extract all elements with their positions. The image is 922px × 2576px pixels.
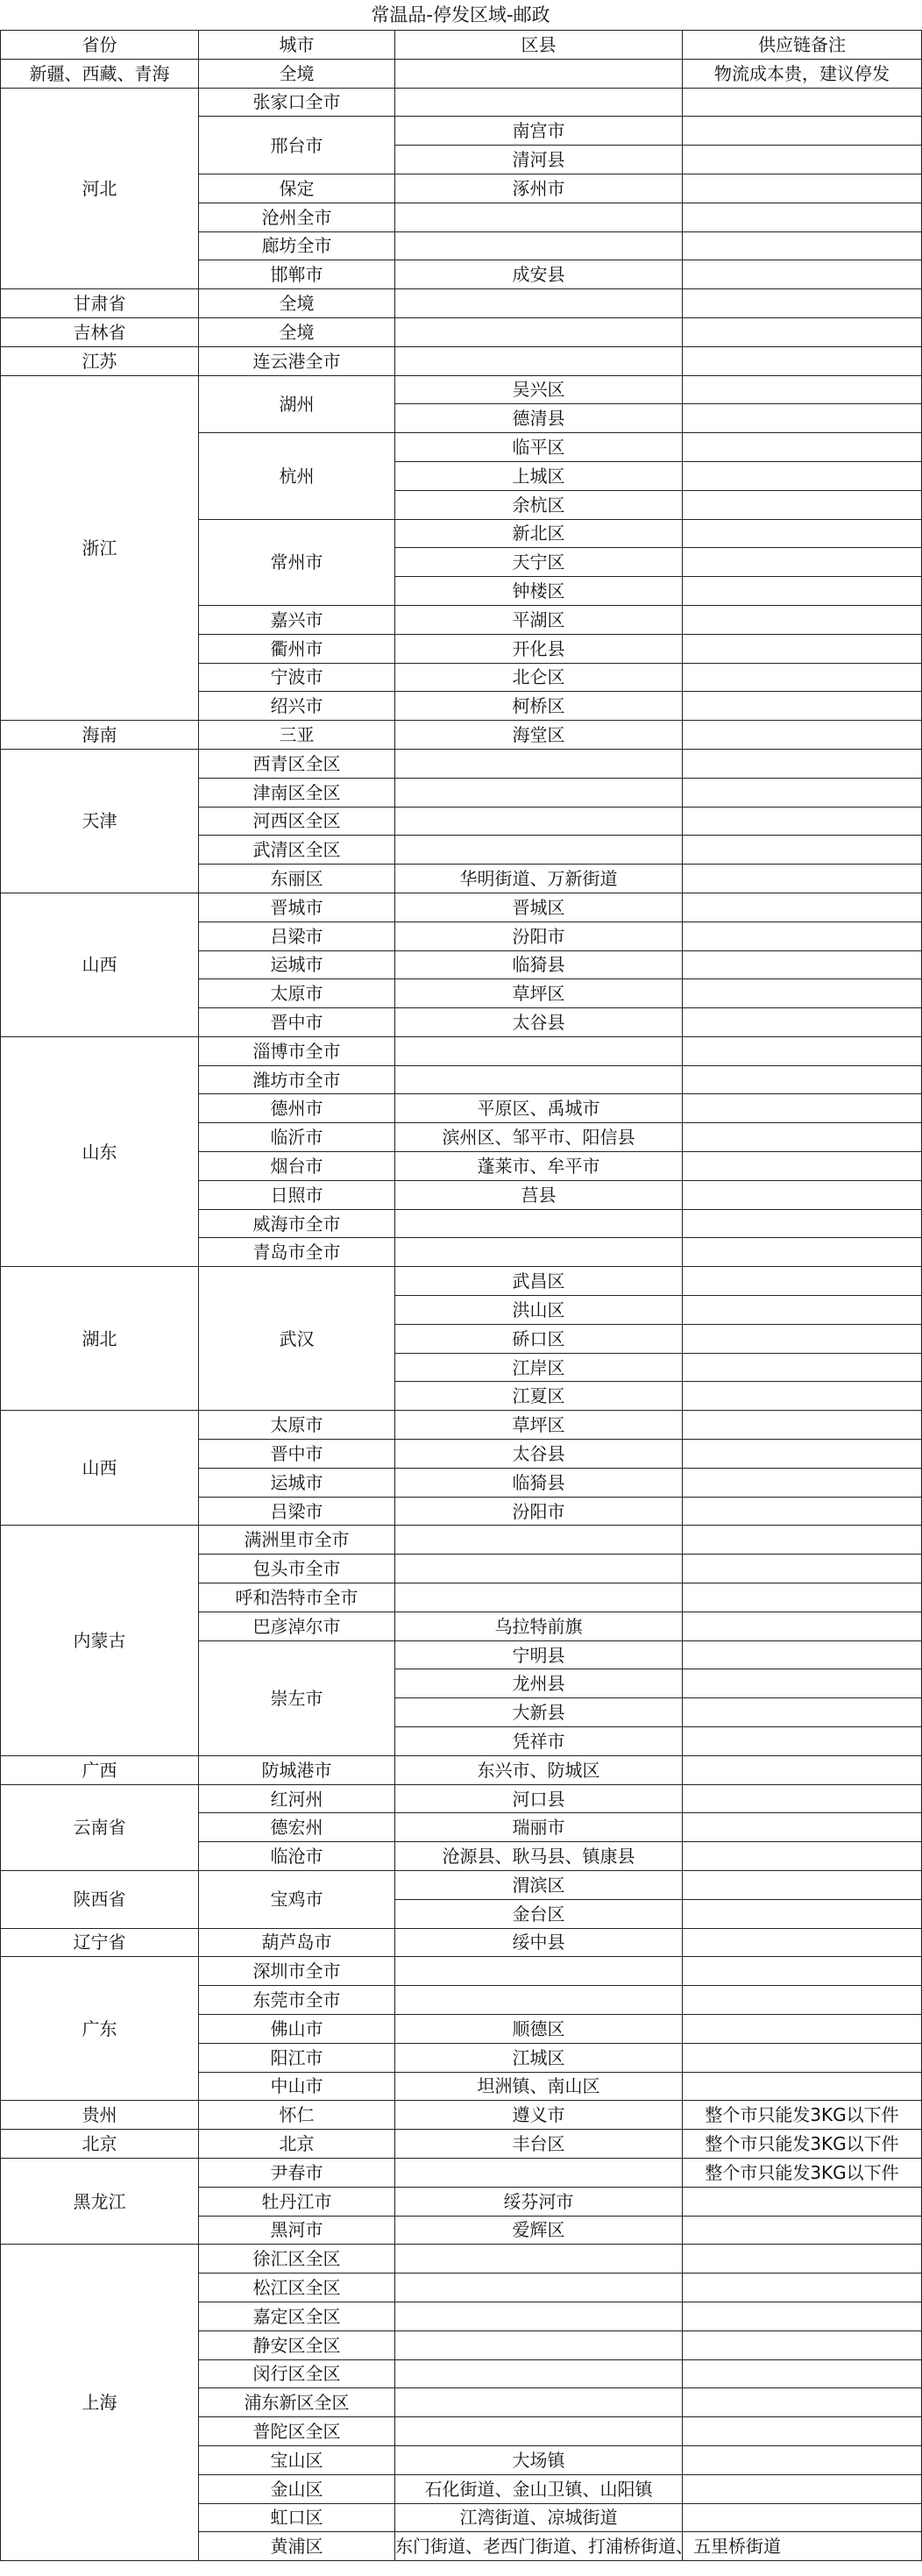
header-note: 供应链备注 xyxy=(683,31,922,60)
table-row xyxy=(1,2245,922,2274)
district-cell: 莒县 xyxy=(395,1180,683,1209)
note-cell xyxy=(683,1440,922,1469)
note-cell xyxy=(683,1123,922,1152)
district-cell: 绥中县 xyxy=(395,1928,683,1957)
note-cell xyxy=(683,1296,922,1325)
district-cell xyxy=(395,203,683,231)
district-cell: 开化县 xyxy=(395,634,683,663)
city-cell: 烟台市 xyxy=(199,1152,395,1181)
city-cell: 牡丹江市 xyxy=(199,2187,395,2216)
city-cell: 东莞市全市 xyxy=(199,1986,395,2015)
note-cell xyxy=(683,375,922,404)
province-cell: 新疆、西藏、青海 xyxy=(1,59,199,88)
district-cell: 爱辉区 xyxy=(395,2216,683,2245)
note-cell xyxy=(683,260,922,289)
city-cell: 嘉兴市 xyxy=(199,605,395,634)
district-cell: 石化街道、金山卫镇、山阳镇 xyxy=(395,2474,683,2503)
district-cell: 平原区、禹城市 xyxy=(395,1094,683,1123)
district-cell: 草坪区 xyxy=(395,979,683,1008)
city-cell: 徐汇区全区 xyxy=(199,2245,395,2274)
district-cell: 大新县 xyxy=(395,1698,683,1727)
district-cell: 汾阳市 xyxy=(395,1497,683,1526)
city-cell: 运城市 xyxy=(199,950,395,979)
district-cell xyxy=(395,836,683,865)
district-cell xyxy=(395,317,683,346)
note-cell xyxy=(683,634,922,663)
province-cell: 湖北 xyxy=(1,1267,199,1411)
city-cell: 潍坊市全市 xyxy=(199,1065,395,1094)
district-cell: 江岸区 xyxy=(395,1353,683,1382)
district-cell: 凭祥市 xyxy=(395,1727,683,1756)
city-cell: 德州市 xyxy=(199,1094,395,1123)
table-row xyxy=(1,1755,922,1784)
district-cell xyxy=(395,2330,683,2359)
note-cell xyxy=(683,461,922,490)
province-cell: 陕西省 xyxy=(1,1871,199,1929)
district-cell: 余杭区 xyxy=(395,490,683,519)
note-cell xyxy=(683,721,922,750)
note-cell xyxy=(683,1899,922,1928)
note-cell xyxy=(683,2474,922,2503)
province-cell: 浙江 xyxy=(1,375,199,721)
province-cell: 内蒙古 xyxy=(1,1526,199,1755)
city-cell: 北京 xyxy=(199,2130,395,2159)
district-cell: 丰台区 xyxy=(395,2130,683,2159)
city-cell: 衢州市 xyxy=(199,634,395,663)
district-cell: 金台区 xyxy=(395,1899,683,1928)
district-cell xyxy=(395,2302,683,2330)
table-row xyxy=(1,1411,922,1440)
district-cell xyxy=(395,2417,683,2446)
city-cell: 西青区全区 xyxy=(199,749,395,778)
city-cell: 连云港全市 xyxy=(199,346,395,375)
note-cell xyxy=(683,1209,922,1238)
province-cell: 吉林省 xyxy=(1,317,199,346)
district-cell: 海堂区 xyxy=(395,721,683,750)
district-cell xyxy=(395,59,683,88)
city-cell: 沧州全市 xyxy=(199,203,395,231)
province-cell: 北京 xyxy=(1,2130,199,2159)
district-cell xyxy=(395,1986,683,2015)
city-cell: 绍兴市 xyxy=(199,692,395,721)
city-cell: 运城市 xyxy=(199,1468,395,1497)
note-cell xyxy=(683,346,922,375)
district-cell: 江湾街道、凉城街道 xyxy=(395,2503,683,2532)
city-cell: 德宏州 xyxy=(199,1813,395,1842)
city-cell: 葫芦岛市 xyxy=(199,1928,395,1957)
district-cell: 晋城区 xyxy=(395,893,683,922)
table-row xyxy=(1,1526,922,1555)
note-cell xyxy=(683,117,922,146)
city-cell: 静安区全区 xyxy=(199,2330,395,2359)
district-cell: 乌拉特前旗 xyxy=(395,1612,683,1640)
note-cell xyxy=(683,1957,922,1986)
table-row xyxy=(1,289,922,318)
header-city: 城市 xyxy=(199,31,395,60)
district-cell xyxy=(395,1583,683,1612)
note-cell xyxy=(683,1784,922,1813)
city-cell: 松江区全区 xyxy=(199,2274,395,2302)
city-cell: 武汉 xyxy=(199,1267,395,1411)
note-cell xyxy=(683,1583,922,1612)
district-cell: 洪山区 xyxy=(395,1296,683,1325)
district-cell: 涿州市 xyxy=(395,174,683,203)
note-cell xyxy=(683,1669,922,1698)
city-cell: 吕梁市 xyxy=(199,1497,395,1526)
note-cell xyxy=(683,1555,922,1583)
note-cell xyxy=(683,865,922,893)
note-cell xyxy=(683,1411,922,1440)
district-cell: 东兴市、防城区 xyxy=(395,1755,683,1784)
city-cell: 阳江市 xyxy=(199,2043,395,2072)
city-cell: 宝山区 xyxy=(199,2445,395,2474)
district-cell: 渭滨区 xyxy=(395,1871,683,1900)
province-cell: 河北 xyxy=(1,88,199,289)
district-cell: 龙州县 xyxy=(395,1669,683,1698)
note-cell xyxy=(683,174,922,203)
table-row xyxy=(1,375,922,404)
note-cell xyxy=(683,1468,922,1497)
city-cell: 津南区全区 xyxy=(199,778,395,807)
city-cell: 黑河市 xyxy=(199,2216,395,2245)
province-cell: 广西 xyxy=(1,1755,199,1784)
city-cell: 崇左市 xyxy=(199,1640,395,1755)
city-cell: 呼和浩特市全市 xyxy=(199,1583,395,1612)
province-cell: 甘肃省 xyxy=(1,289,199,318)
district-cell: 草坪区 xyxy=(395,1411,683,1440)
note-cell xyxy=(683,1813,922,1842)
note-cell xyxy=(683,1008,922,1037)
district-cell: 坦洲镇、南山区 xyxy=(395,2072,683,2101)
district-cell: 太谷县 xyxy=(395,1440,683,1469)
note-cell xyxy=(683,1353,922,1382)
city-cell: 湖州 xyxy=(199,375,395,433)
note-cell xyxy=(683,1497,922,1526)
district-cell: 上城区 xyxy=(395,461,683,490)
note-cell xyxy=(683,605,922,634)
district-cell: 临猗县 xyxy=(395,950,683,979)
city-cell: 东丽区 xyxy=(199,865,395,893)
note-cell xyxy=(683,2187,922,2216)
district-cell xyxy=(395,1957,683,1986)
note-cell xyxy=(683,203,922,231)
note-cell xyxy=(683,749,922,778)
city-cell: 中山市 xyxy=(199,2072,395,2101)
city-cell: 宝鸡市 xyxy=(199,1871,395,1929)
city-cell: 尹春市 xyxy=(199,2158,395,2187)
district-cell xyxy=(395,807,683,836)
district-cell: 汾阳市 xyxy=(395,922,683,950)
note-cell xyxy=(683,2359,922,2388)
city-cell: 日照市 xyxy=(199,1180,395,1209)
note-cell xyxy=(683,1986,922,2015)
district-cell xyxy=(395,778,683,807)
district-cell xyxy=(395,2388,683,2417)
note-cell xyxy=(683,490,922,519)
note-cell xyxy=(683,2072,922,2101)
note-cell xyxy=(683,1238,922,1267)
note-cell xyxy=(683,1755,922,1784)
note-cell xyxy=(683,1152,922,1181)
province-cell: 贵州 xyxy=(1,2101,199,2130)
note-cell xyxy=(683,519,922,548)
note-cell xyxy=(683,2043,922,2072)
note-cell xyxy=(683,1640,922,1669)
table-row xyxy=(1,893,922,922)
note-cell xyxy=(683,548,922,577)
province-cell: 天津 xyxy=(1,749,199,893)
district-cell: 成安县 xyxy=(395,260,683,289)
district-cell xyxy=(395,2158,683,2187)
district-cell xyxy=(395,1555,683,1583)
city-cell: 邢台市 xyxy=(199,117,395,174)
table-row xyxy=(1,2101,922,2130)
city-cell: 张家口全市 xyxy=(199,88,395,117)
city-cell: 威海市全市 xyxy=(199,1209,395,1238)
note-cell xyxy=(683,1382,922,1411)
city-cell: 吕梁市 xyxy=(199,922,395,950)
note-cell: 物流成本贵，建议停发 xyxy=(683,59,922,88)
district-cell: 沧源县、耿马县、镇康县 xyxy=(395,1842,683,1871)
header-province: 省份 xyxy=(1,31,199,60)
province-cell: 黑龙江 xyxy=(1,2158,199,2244)
district-cell: 德清县 xyxy=(395,404,683,433)
note-cell xyxy=(683,2330,922,2359)
district-cell: 天宁区 xyxy=(395,548,683,577)
district-cell: 北仑区 xyxy=(395,663,683,692)
city-cell: 临沂市 xyxy=(199,1123,395,1152)
district-cell: 太谷县 xyxy=(395,1008,683,1037)
table-row xyxy=(1,346,922,375)
note-cell xyxy=(683,922,922,950)
note-cell: 整个市只能发3KG以下件 xyxy=(683,2101,922,2130)
note-cell xyxy=(683,1612,922,1640)
note-cell xyxy=(683,1871,922,1900)
district-cell: 顺德区 xyxy=(395,2014,683,2043)
note-cell xyxy=(683,778,922,807)
city-cell: 河西区全区 xyxy=(199,807,395,836)
city-cell: 满洲里市全市 xyxy=(199,1526,395,1555)
district-cell xyxy=(395,1209,683,1238)
table-row xyxy=(1,2130,922,2159)
note-cell xyxy=(683,807,922,836)
note-cell xyxy=(683,2014,922,2043)
province-cell: 江苏 xyxy=(1,346,199,375)
city-cell: 太原市 xyxy=(199,979,395,1008)
district-cell xyxy=(395,2274,683,2302)
province-cell: 广东 xyxy=(1,1957,199,2101)
note-cell xyxy=(683,836,922,865)
city-cell: 邯郸市 xyxy=(199,260,395,289)
note-cell xyxy=(683,2245,922,2274)
sheet-title: 常温品-停发区域-邮政 xyxy=(371,4,550,25)
table-row xyxy=(1,88,922,117)
district-cell xyxy=(395,88,683,117)
city-cell: 晋城市 xyxy=(199,893,395,922)
city-cell: 巴彦淖尔市 xyxy=(199,1612,395,1640)
note-cell xyxy=(683,1065,922,1094)
district-cell: 河口县 xyxy=(395,1784,683,1813)
note-cell xyxy=(683,893,922,922)
city-cell: 包头市全市 xyxy=(199,1555,395,1583)
district-cell xyxy=(395,1238,683,1267)
note-cell xyxy=(683,231,922,260)
province-cell: 山西 xyxy=(1,1411,199,1526)
province-cell: 上海 xyxy=(1,2245,199,2561)
note-cell xyxy=(683,1180,922,1209)
note-cell xyxy=(683,88,922,117)
note-cell xyxy=(683,2503,922,2532)
note-cell xyxy=(683,1727,922,1756)
city-cell: 三亚 xyxy=(199,721,395,750)
table-row xyxy=(1,59,922,88)
district-cell: 华明街道、万新街道 xyxy=(395,865,683,893)
city-cell: 金山区 xyxy=(199,2474,395,2503)
note-cell xyxy=(683,2388,922,2417)
city-cell: 全境 xyxy=(199,59,395,88)
header-district: 区县 xyxy=(395,31,683,60)
table-row xyxy=(1,1036,922,1065)
district-cell: 吴兴区 xyxy=(395,375,683,404)
city-cell: 太原市 xyxy=(199,1411,395,1440)
district-cell: 江夏区 xyxy=(395,1382,683,1411)
province-cell: 海南 xyxy=(1,721,199,750)
city-cell: 淄博市全市 xyxy=(199,1036,395,1065)
province-cell: 山东 xyxy=(1,1036,199,1266)
note-cell xyxy=(683,1526,922,1555)
city-cell: 晋中市 xyxy=(199,1008,395,1037)
district-cell: 柯桥区 xyxy=(395,692,683,721)
district-cell: 清河县 xyxy=(395,146,683,174)
district-cell xyxy=(395,346,683,375)
district-cell: 武昌区 xyxy=(395,1267,683,1296)
table-row xyxy=(1,721,922,750)
note-cell xyxy=(683,2302,922,2330)
note-cell xyxy=(683,2445,922,2474)
table-row xyxy=(1,1267,922,1296)
district-cell: 滨州区、邹平市、阳信县 xyxy=(395,1123,683,1152)
district-cell: 绥芬河市 xyxy=(395,2187,683,2216)
city-cell: 深圳市全市 xyxy=(199,1957,395,1986)
table-row xyxy=(1,1784,922,1813)
district-cell: 临平区 xyxy=(395,433,683,462)
city-cell: 全境 xyxy=(199,289,395,318)
note-cell xyxy=(683,1698,922,1727)
table-row xyxy=(1,749,922,778)
city-cell: 闵行区全区 xyxy=(199,2359,395,2388)
district-cell: 南宫市 xyxy=(395,117,683,146)
city-cell: 保定 xyxy=(199,174,395,203)
province-cell: 云南省 xyxy=(1,1784,199,1870)
note-cell xyxy=(683,317,922,346)
district-cell: 宁明县 xyxy=(395,1640,683,1669)
note-cell: 整个市只能发3KG以下件 xyxy=(683,2130,922,2159)
city-cell: 青岛市全市 xyxy=(199,1238,395,1267)
city-cell: 怀仁 xyxy=(199,2101,395,2130)
note-cell xyxy=(683,1267,922,1296)
district-cell xyxy=(395,1526,683,1555)
note-cell xyxy=(683,1036,922,1065)
city-cell: 虹口区 xyxy=(199,2503,395,2532)
note-cell xyxy=(683,2417,922,2446)
note-cell xyxy=(683,404,922,433)
note-cell xyxy=(683,1324,922,1353)
note-cell xyxy=(683,433,922,462)
city-cell: 全境 xyxy=(199,317,395,346)
city-cell: 宁波市 xyxy=(199,663,395,692)
district-cell: 平湖区 xyxy=(395,605,683,634)
note-cell xyxy=(683,663,922,692)
note-cell xyxy=(683,1842,922,1871)
note-cell xyxy=(683,1094,922,1123)
header-row xyxy=(1,31,922,60)
note-cell xyxy=(683,1928,922,1957)
note-cell xyxy=(683,146,922,174)
note-cell xyxy=(683,289,922,318)
city-cell: 佛山市 xyxy=(199,2014,395,2043)
district-cell: 瑞丽市 xyxy=(395,1813,683,1842)
note-cell xyxy=(683,2274,922,2302)
note-cell xyxy=(683,950,922,979)
district-cell: 钟楼区 xyxy=(395,577,683,606)
district-cell: 蓬莱市、牟平市 xyxy=(395,1152,683,1181)
table-row xyxy=(1,1928,922,1957)
district-cell xyxy=(395,1036,683,1065)
city-cell: 防城港市 xyxy=(199,1755,395,1784)
city-cell: 临沧市 xyxy=(199,1842,395,1871)
note-cell xyxy=(683,692,922,721)
province-cell: 山西 xyxy=(1,893,199,1036)
note-cell xyxy=(683,2216,922,2245)
city-cell: 普陀区全区 xyxy=(199,2417,395,2446)
city-cell: 浦东新区全区 xyxy=(199,2388,395,2417)
district-cell xyxy=(395,289,683,318)
district-cell: 临猗县 xyxy=(395,1468,683,1497)
table-body xyxy=(1,59,922,2560)
district-cell: 新北区 xyxy=(395,519,683,548)
city-cell: 廊坊全市 xyxy=(199,231,395,260)
table-row xyxy=(1,317,922,346)
district-cell: 遵义市 xyxy=(395,2101,683,2130)
table-row xyxy=(1,1871,922,1900)
table-row xyxy=(1,2158,922,2187)
district-cell xyxy=(395,1065,683,1094)
city-cell: 嘉定区全区 xyxy=(199,2302,395,2330)
table-row xyxy=(1,1957,922,1986)
city-cell: 黄浦区 xyxy=(199,2532,395,2561)
note-cell xyxy=(683,577,922,606)
district-cell xyxy=(395,2359,683,2388)
district-cell xyxy=(395,2245,683,2274)
district-cell: 大场镇 xyxy=(395,2445,683,2474)
district-cell: 硚口区 xyxy=(395,1324,683,1353)
district-cell: 江城区 xyxy=(395,2043,683,2072)
city-cell: 红河州 xyxy=(199,1784,395,1813)
province-cell: 辽宁省 xyxy=(1,1928,199,1957)
city-cell: 杭州 xyxy=(199,433,395,519)
note-cell xyxy=(683,979,922,1008)
district-cell xyxy=(395,231,683,260)
district-cell xyxy=(395,749,683,778)
city-cell: 武清区全区 xyxy=(199,836,395,865)
district-cell: 东门街道、老西门街道、打浦桥街道、五里桥街道 xyxy=(395,2532,683,2561)
note-cell: 整个市只能发3KG以下件 xyxy=(683,2158,922,2187)
city-cell: 常州市 xyxy=(199,519,395,605)
city-cell: 晋中市 xyxy=(199,1440,395,1469)
suspension-area-table xyxy=(0,30,922,2561)
